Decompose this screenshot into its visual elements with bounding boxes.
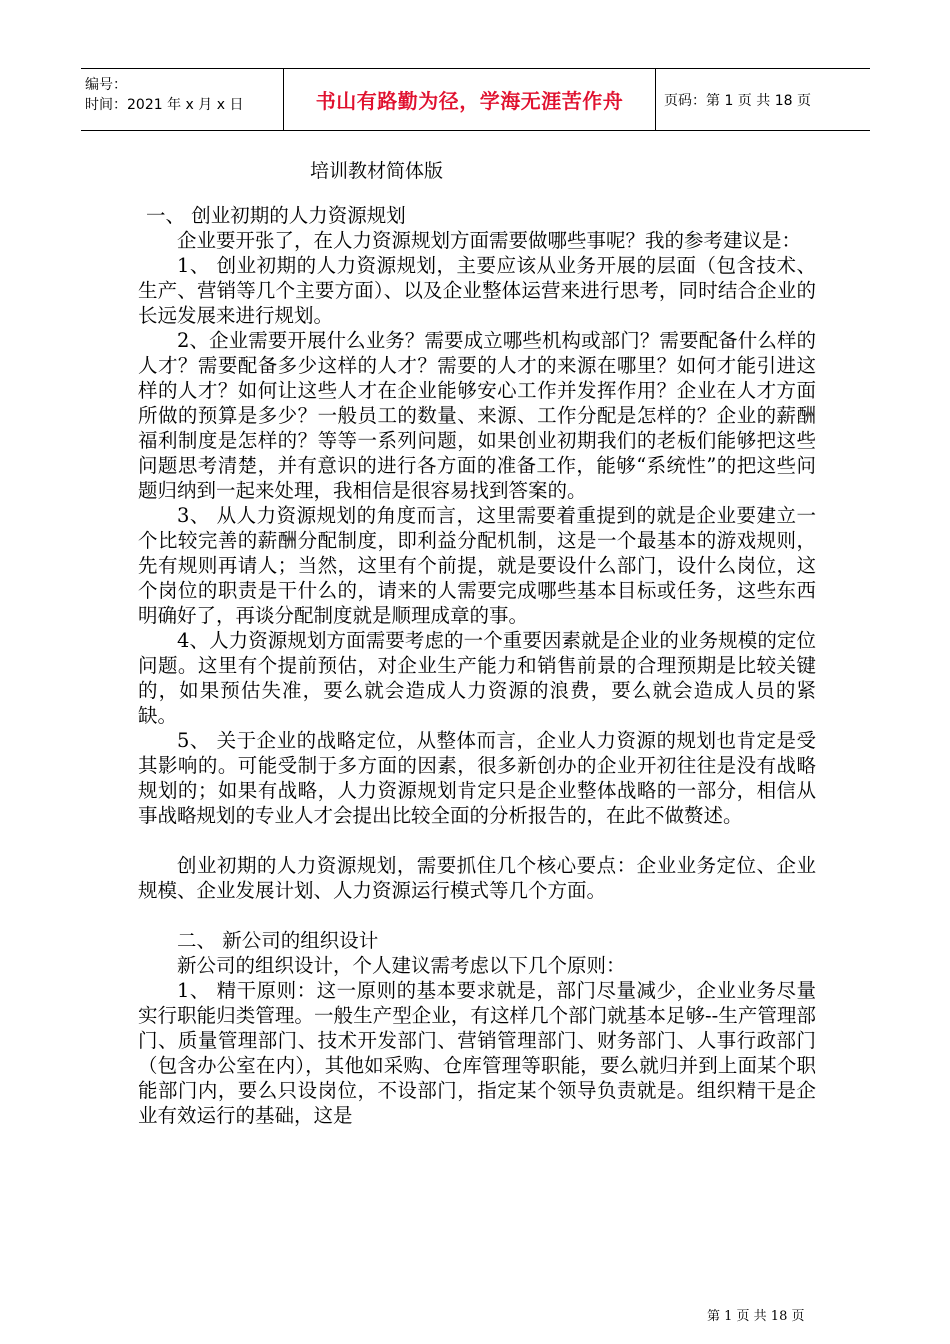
header-page-cell [656,69,870,130]
document-title: 培训教材简体版 [310,160,444,182]
header-page-info: 页码：第 1 页 共 18 页 [664,92,811,109]
document-body [138,203,816,1128]
section-1-paragraph-2: 2、企业需要开展什么业务？需要成立哪些机构或部门？需要配备什么样的人才？需要配备多少这样的人才？需要的人才的来源在哪里？如何才能引进这样的人才？如何让这些人才在企业能够安心工作并发挥作用？企业在人才方面所做的预算是多少？一般员工的数量、来源、工作分配是怎样的？企业的薪酬福利制度是怎样的？等等一系列问题，如果创业初期我们的老板们能够把这些问题思考清楚，并有意识的进行各方面的准备工作，能够“系统性”的把这些问题归纳到一起来处理，我相信是很容易找到答案的。 [138,329,816,502]
section-1-paragraph-1: 1、 创业初期的人力资源规划，主要应该从业务开展的层面（包含技术、生产、营销等几个主要方面）、以及企业整体运营来进行思考，同时结合企业的长远发展来进行规划。 [138,254,816,327]
section-1-heading: 一、 创业初期的人力资源规划 [146,204,406,227]
header-left-cell [81,69,283,130]
document-time-label: 时间：2021 年 x 月 x 日 [85,97,244,113]
section-1-paragraph-4: 4、人力资源规划方面需要考虑的一个重要因素就是企业的业务规模的定位问题。这里有个提前预估，对企业生产能力和销售前景的合理预期是比较关键的，如果预估失准，要么就会造成人力资源的浪费，要么就会造成人员的紧缺。 [138,629,816,727]
header-motto-cell [283,69,656,130]
page-header [81,68,870,131]
section-2-heading: 二、 新公司的组织设计 [177,929,379,952]
page-footer: 第 1 页 共 18 页 [707,1309,805,1324]
header-motto: 书山有路勤为径，学海无涯苦作舟 [315,89,624,113]
section-1-summary: 创业初期的人力资源规划，需要抓住几个核心要点：企业业务定位、企业规模、企业发展计划、人力资源运行模式等几个方面。 [138,854,816,902]
section-1-intro: 企业要开张了，在人力资源规划方面需要做哪些事呢？我的参考建议是： [177,229,802,252]
paragraph-spacer [138,903,816,928]
section-2-intro: 新公司的组织设计，个人建议需考虑以下几个原则： [177,954,626,977]
section-2-paragraph-1: 1、 精干原则：这一原则的基本要求就是，部门尽量减少，企业业务尽量实行职能归类管理。一般生产型企业，有这样几个部门就基本足够--生产管理部门、质量管理部门、技术开发部门、营销管理部门、财务部门、人事行政部门（包含办公室在内），其他如采购、仓库管理等职能，要么就归并到上面某个职能部门内，要么只设岗位，不设部门，指定某个领导负责就是。组织精干是企业有效运行的基础，这是 [138,979,816,1127]
document-number-label: 编号： [85,77,127,93]
section-1-paragraph-5: 5、 关于企业的战略定位，从整体而言，企业人力资源的规划也肯定是受其影响的。可能受制于多方面的因素，很多新创办的企业开初往往是没有战略规划的；如果有战略，人力资源规划肯定只是企业整体战略的一部分，相信从事战略规划的专业人才会提出比较全面的分析报告的，在此不做赘述。 [138,729,816,827]
paragraph-spacer [138,828,816,853]
section-1-paragraph-3: 3、 从人力资源规划的角度而言，这里需要着重提到的就是企业要建立一个比较完善的薪酬分配制度，即利益分配机制，这是一个最基本的游戏规则，先有规则再请人；当然，这里有个前提，就是要设什么部门，设什么岗位，这个岗位的职责是干什么的，请来的人需要完成哪些基本目标或任务，这些东西明确好了，再谈分配制度就是顺理成章的事。 [138,504,816,627]
